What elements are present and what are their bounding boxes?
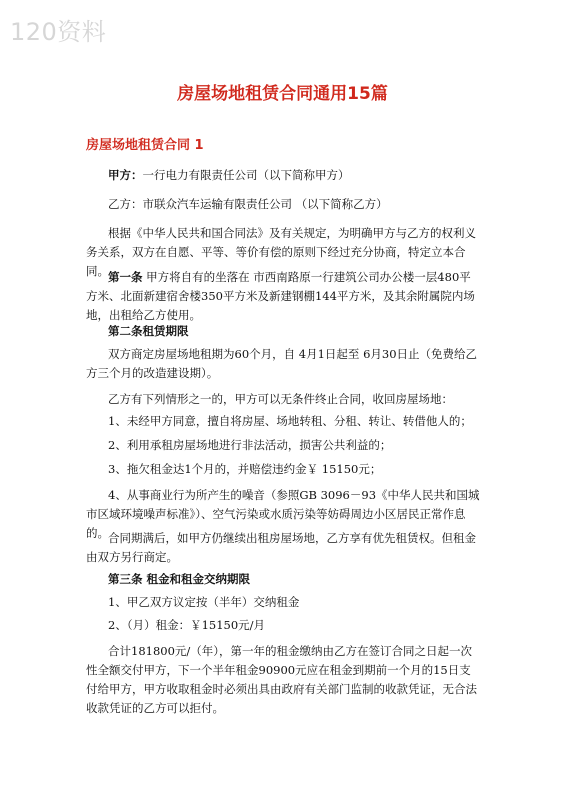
list-item: 3、拖欠租金达1个月的，并赔偿违约金￥ 15150元；: [108, 462, 382, 476]
article-3-heading: 第三条 租金和租金交纳期限: [108, 572, 251, 586]
list-item: 2、（月）租金：￥15150元/月: [108, 618, 266, 632]
party-a-label: 甲方：: [108, 168, 143, 182]
article-1-text: 甲方将自有的坐落在 市西南路原一行建筑公司办公楼一层480平方米、北面新建宿舍楼350平方米及新建钢棚144平方米，及其余附属院内场地，出租给乙方使用。: [86, 270, 475, 322]
article-1-paragraph: [86, 268, 482, 325]
document-title: 房屋场地租赁合同通用15篇: [177, 84, 388, 104]
article-2-paragraph-2: 乙方有下列情形之一的，甲方可以无条件终止合同，收回房屋场地：: [108, 392, 453, 406]
party-b-line: [86, 195, 482, 214]
watermark-logo: 120资料: [10, 18, 107, 46]
list-item: 4、从事商业行为所产生的噪音（参照GB 3096－93《中华人民共和国城市区域环境噪声标准》）、空气污染或水质污染等妨碍周边小区居民正常作息的。: [86, 488, 480, 540]
party-a-line: [86, 166, 482, 185]
intro-paragraph: 根据《中华人民共和国合同法》及有关规定，为明确甲方与乙方的权利义务关系，双方在自愿、平等、等价有偿的原则下经过充分协商，特定立本合同。: [86, 226, 476, 278]
article-2-paragraph-1: 双方商定房屋场地租期为60个月，自 4月1日起至 6月30日止（免费给乙方三个月的改造建设期）。: [86, 347, 478, 380]
article-3-paragraph-1: 合计181800元/（年），第一年的租金缴纳由乙方在签订合同之日起一次性全额交付甲方，下一个半年租金90900元应在租金到期前一个月的15日支付给甲方，甲方收取租金时必须出具由政府有关部门监制的收款凭证，无合法收款凭证的乙方可以拒付。: [86, 644, 477, 715]
list-item: 2、利用承租房屋场地进行非法活动，损害公共利益的；: [108, 438, 392, 452]
list-item: 1、甲乙双方议定按（半年）交纳租金: [108, 595, 300, 609]
article-1-label: 第一条: [108, 270, 143, 284]
party-a-value: 一行电力有限责任公司（以下简称甲方）: [142, 168, 350, 182]
section-title: 房屋场地租赁合同 1: [86, 138, 204, 153]
party-b-value: 市联众汽车运输有限责任公司 （以下简称乙方）: [142, 197, 388, 211]
party-b-label: 乙方：: [108, 197, 143, 211]
list-item: 1、未经甲方同意，擅自将房屋、场地转租、分租、转让、转借他人的；: [108, 414, 472, 428]
article-2-heading: 第二条租赁期限: [108, 324, 189, 338]
article-2-paragraph-3: 合同期满后，如甲方仍继续出租房屋场地，乙方享有优先租赁权。但租金由双方另行商定。: [86, 531, 476, 564]
